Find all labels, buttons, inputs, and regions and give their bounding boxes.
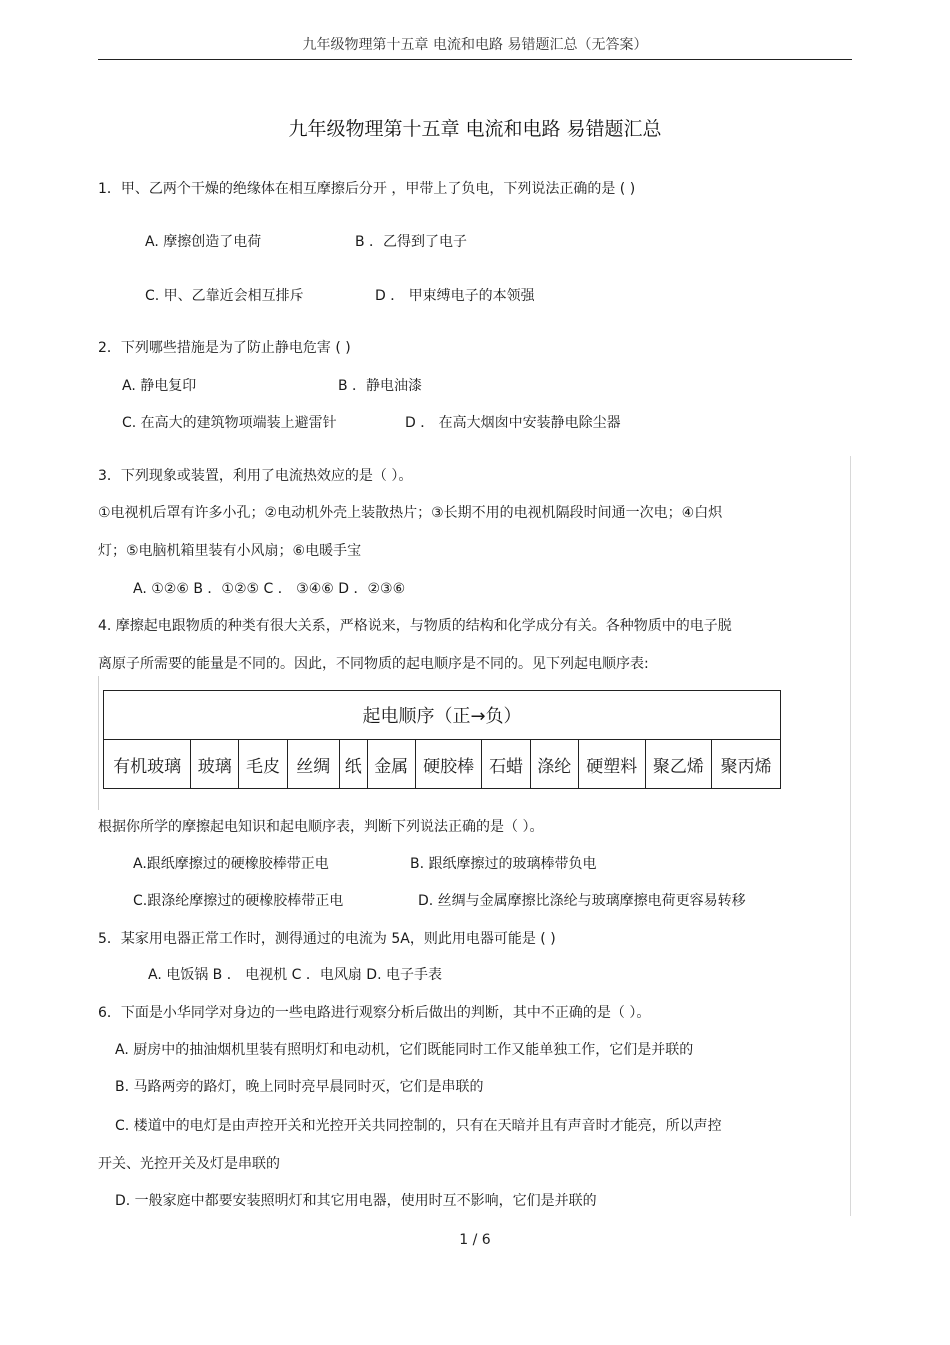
table-title: 起电顺序（正→负）	[104, 691, 781, 740]
q1-option-d: D ． 甲束缚电子的本领强	[375, 288, 535, 304]
page-title: 九年级物理第十五章 电流和电路 易错题汇总	[288, 118, 662, 140]
q6-option-b: B. 马路两旁的路灯，晚上同时亮早晨同时灭，它们是串联的	[115, 1079, 484, 1095]
q4-line-1: 4. 摩擦起电跟物质的种类有很大关系，严格说来，与物质的结构和化学成分有关。各种物质中的电子脱	[98, 618, 732, 634]
q3-line-2: 灯；⑤电脑机箱里装有小风扇；⑥电暖手宝	[98, 543, 362, 559]
table-cell: 玻璃	[191, 740, 239, 789]
table-cell: 纸	[339, 740, 367, 789]
triboelectric-series-table	[103, 690, 781, 789]
table-cell: 硬胶棒	[415, 740, 482, 789]
q3-line-1: ①电视机后罩有许多小孔；②电动机外壳上装散热片；③长期不用的电视机隔段时间通一次电；④白炽	[98, 505, 723, 521]
q4-option-c: C.跟涤纶摩擦过的硬橡胶棒带正电	[133, 893, 344, 909]
table-cell: 石蜡	[482, 740, 530, 789]
q6-option-d: D. 一般家庭中都要安装照明灯和其它用电器，使用时互不影响，它们是并联的	[115, 1193, 597, 1209]
q1-option-c: C. 甲、乙靠近会相互排斥	[145, 288, 304, 304]
page-number: 1 / 6	[459, 1232, 491, 1248]
q2-option-a: A. 静电复印	[122, 378, 197, 394]
q4-option-d: D. 丝绸与金属摩擦比涤纶与玻璃摩擦电荷更容易转移	[418, 893, 746, 909]
q4-option-b: B. 跟纸摩擦过的玻璃棒带负电	[410, 856, 597, 872]
q5-options: A. 电饭锅 B ． 电视机 C ．电风扇 D. 电子手表	[148, 967, 442, 983]
table-cell: 丝绸	[287, 740, 339, 789]
q6-option-c-line-2: 开关、光控开关及灯是串联的	[98, 1156, 280, 1172]
table-cell: 硬塑料	[578, 740, 645, 789]
q2-option-b: B ．静电油漆	[338, 378, 423, 394]
q5-stem: 5．某家用电器正常工作时，测得通过的电流为 5A，则此用电器可能是 ( )	[98, 931, 556, 947]
q6-option-c-line-1: C. 楼道中的电灯是由声控开关和光控开关共同控制的，只有在天暗并且有声音时才能亮，所以声控	[115, 1118, 722, 1134]
table-cell: 涤纶	[530, 740, 578, 789]
table-cell: 聚乙烯	[645, 740, 712, 789]
q1-option-b: B ．乙得到了电子	[355, 234, 468, 250]
q6-stem: 6．下面是小华同学对身边的一些电路进行观察分析后做出的判断，其中不正确的是（ ）。	[98, 1005, 651, 1021]
q2-option-d: D ． 在高大烟囱中安装静电除尘器	[405, 415, 621, 431]
q4-option-a: A.跟纸摩擦过的硬橡胶棒带正电	[133, 856, 329, 872]
q3-stem: 3．下列现象或装置，利用了电流热效应的是（ ）。	[98, 468, 413, 484]
q2-stem: 2．下列哪些措施是为了防止静电危害 ( )	[98, 340, 351, 356]
q1-stem: 1．甲、乙两个干燥的绝缘体在相互摩擦后分开 ，甲带上了负电，下列说法正确的是 ( )	[98, 181, 636, 197]
running-header: 九年级物理第十五章 电流和电路 易错题汇总（无答案）	[302, 37, 648, 53]
q3-options: A. ①②⑥ B ．①②⑤ C ． ③④⑥ D ．②③⑥	[133, 581, 406, 597]
q4-question: 根据你所学的摩擦起电知识和起电顺序表，判断下列说法正确的是（ ）。	[98, 819, 544, 835]
q4-line-2: 离原子所需要的能量是不同的。因此，不同物质的起电顺序是不同的。见下列起电顺序表:	[98, 656, 649, 672]
table-cell: 毛皮	[239, 740, 287, 789]
header-rule	[98, 59, 852, 60]
table-cell: 聚丙烯	[712, 740, 781, 789]
table-cell: 有机玻璃	[104, 740, 191, 789]
q2-option-c: C. 在高大的建筑物项端装上避雷针	[122, 415, 337, 431]
q1-option-a: A. 摩擦创造了电荷	[145, 234, 262, 250]
table-cell: 金属	[367, 740, 415, 789]
q6-option-a: A. 厨房中的抽油烟机里装有照明灯和电动机，它们既能同时工作又能单独工作，它们是并联的	[115, 1042, 694, 1058]
table-scan-frame	[98, 676, 99, 810]
scan-frame-line	[850, 456, 851, 1216]
